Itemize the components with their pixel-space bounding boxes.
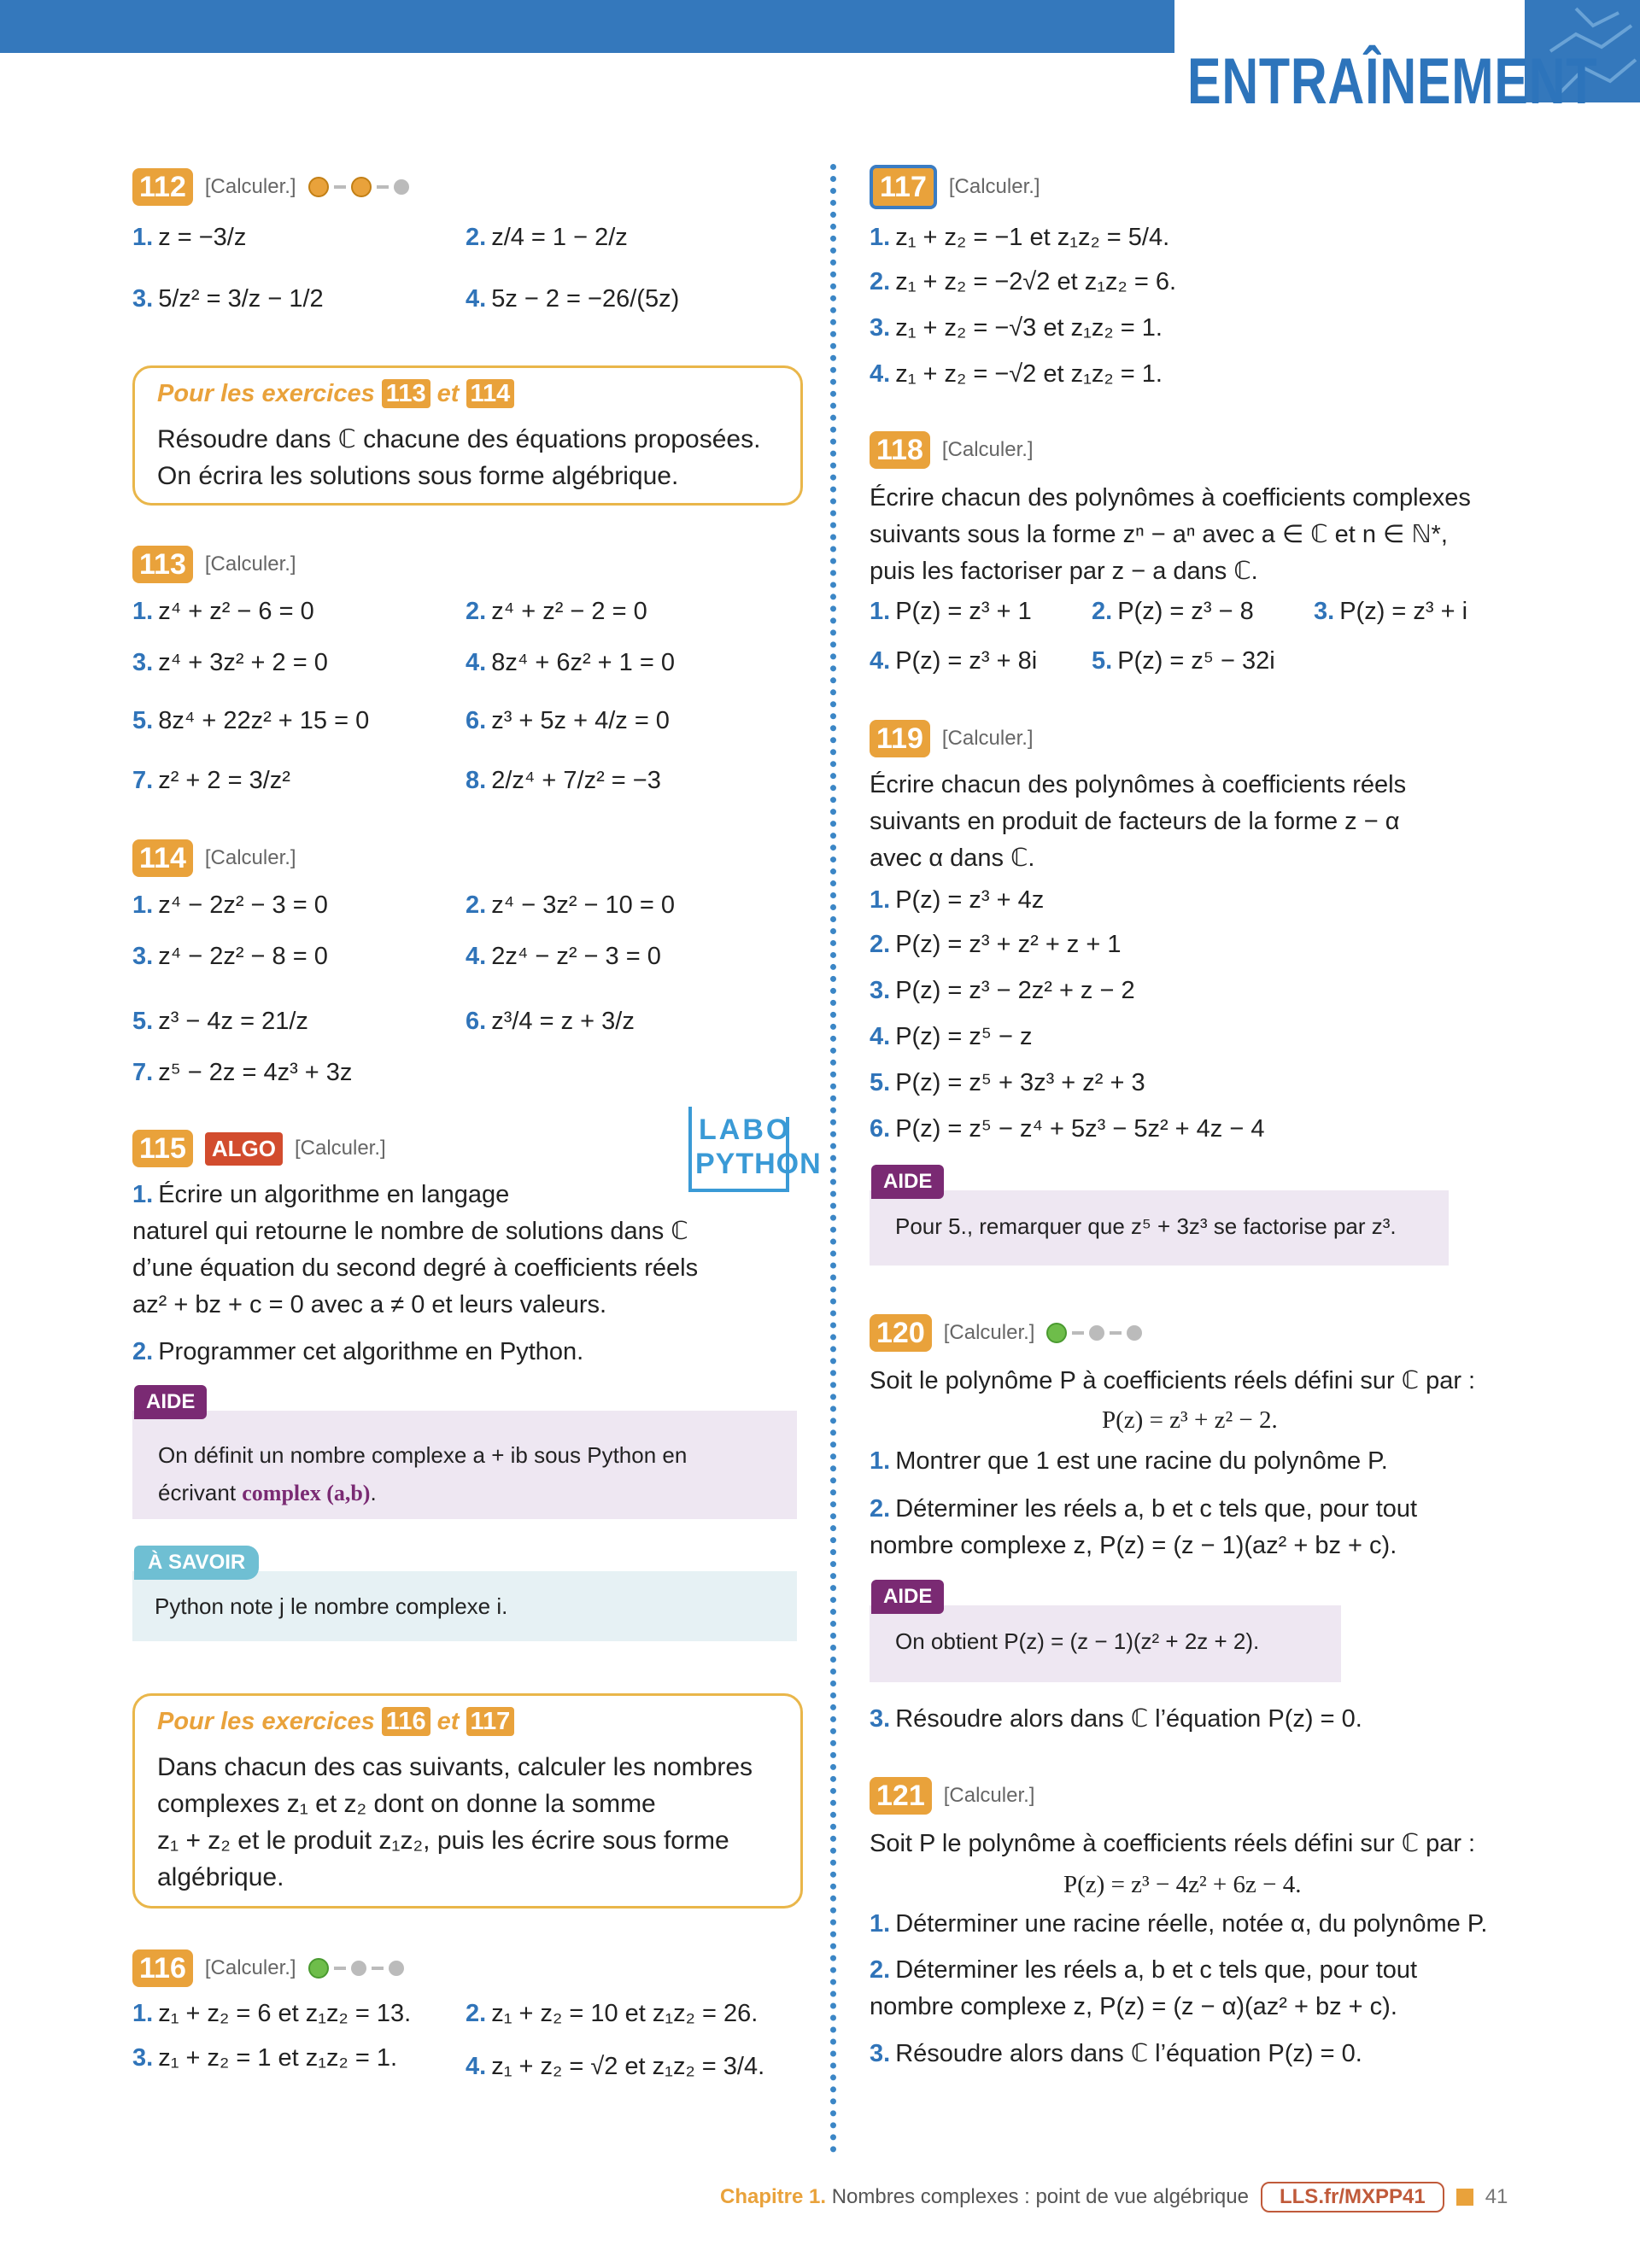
item: 2. z⁴ + z² − 2 = 0 — [466, 598, 647, 625]
item: 2. z/4 = 1 − 2/z — [466, 224, 628, 251]
exercise-number: 121 — [870, 1777, 932, 1815]
exercise-text: Soit le polynôme P à coefficients réels défini sur ℂ par : — [870, 1367, 1476, 1394]
aide-label: AIDE — [871, 1165, 944, 1199]
exercise-text: Écrire chacun des polynômes à coefficients complexes suivants sous la forme zⁿ − aⁿ avec a ∈ ℂ et n ∈ ℕ*, puis les factoriser par z − a dans ℂ. — [870, 484, 1471, 585]
instruction-box-116-117 — [132, 1693, 803, 1909]
item: 3. z₁ + z₂ = −√3 et z₁z₂ = 1. — [870, 314, 1163, 342]
aide-box — [870, 1170, 1449, 1266]
exercise-121 — [870, 1776, 1034, 1815]
box-body: Dans chacun des cas suivants, calculer les nombres complexes z₁ et z₂ dont on donne la somme z₁ + z₂ et le produit z₁z₂, puis les écrire sous forme algébrique. — [157, 1753, 753, 1891]
item: 1. z⁴ − 2z² − 3 = 0 — [132, 891, 328, 919]
difficulty-indicator — [308, 1958, 404, 1979]
footer-square-icon — [1456, 2189, 1473, 2206]
aide-text: Pour 5., remarquer que z⁵ + 3z³ se factorise par z³. — [895, 1213, 1397, 1239]
exercise-117 — [870, 167, 1040, 207]
exercise-tag: [Calculer.] — [204, 175, 296, 198]
item: 3. P(z) = z³ − 2z² + z − 2 — [870, 977, 1135, 1004]
item: 8. 2/z⁴ + 7/z² = −3 — [466, 767, 661, 794]
exercise-112 — [132, 167, 409, 207]
exercise-tag: [Calculer.] — [204, 846, 296, 869]
item: 1. P(z) = z³ + 4z — [870, 886, 1045, 914]
box-body: Résoudre dans ℂ chacune des équations proposées. On écrira les solutions sous forme algébrique. — [157, 425, 761, 490]
page-footer — [720, 2182, 1508, 2212]
savoir-text: Python note j le nombre complexe i. — [155, 1593, 508, 1619]
difficulty-indicator — [308, 177, 409, 197]
item: 7. z² + 2 = 3/z² — [132, 767, 290, 794]
exercise-number: 118 — [870, 431, 930, 469]
item: 5. P(z) = z⁵ − 32i — [1092, 647, 1275, 675]
exercise-tag: [Calculer.] — [204, 552, 296, 576]
exercise-number: 117 — [870, 165, 937, 209]
labo-python-badge: LABO PYTHON — [683, 1102, 794, 1195]
exercise-114 — [132, 839, 296, 878]
item: 1. z₁ + z₂ = 6 et z₁z₂ = 13. — [132, 2000, 412, 2027]
exercise-number: 116 — [132, 1949, 193, 1987]
resource-link[interactable]: LLS.fr/MXPP41 — [1261, 2182, 1444, 2212]
item: 1. z₁ + z₂ = −1 et z₁z₂ = 5/4. — [870, 224, 1170, 251]
item: 2. P(z) = z³ + z² + z + 1 — [870, 931, 1122, 958]
exercise-tag: [Calculer.] — [204, 1956, 296, 1979]
algo-badge: ALGO — [205, 1132, 283, 1166]
savoir-box — [132, 1551, 797, 1641]
exercise-text: 1. Écrire un algorithme en langage naturel qui retourne le nombre de solutions dans ℂ d’une équation du second degré à coefficients réels az² + bz + c = 0 avec a ≠ 0 et leurs valeurs. — [132, 1181, 699, 1318]
item: 4. P(z) = z³ + 8i — [870, 647, 1038, 675]
item: 6. z³ + 5z + 4/z = 0 — [466, 707, 670, 734]
aide-box — [132, 1390, 797, 1519]
item: 6. P(z) = z⁵ − z⁴ + 5z³ − 5z² + 4z − 4 — [870, 1115, 1265, 1143]
item: 5. z³ − 4z = 21/z — [132, 1008, 308, 1035]
item: 6. z³/4 = z + 3/z — [466, 1008, 635, 1035]
exercise-number: 120 — [870, 1314, 932, 1352]
aide-label: AIDE — [871, 1580, 944, 1614]
exercise-116 — [132, 1949, 404, 1988]
item: 4. P(z) = z⁵ − z — [870, 1023, 1033, 1050]
item: 3. P(z) = z³ + i — [1314, 598, 1468, 625]
box-title: Pour les exercices 116 et 117 — [157, 1708, 514, 1736]
exercise-number: 115 — [132, 1130, 193, 1167]
exercise-120 — [870, 1313, 1142, 1353]
item: 7. z⁵ − 2z = 4z³ + 3z — [132, 1059, 353, 1086]
item: 4. z₁ + z₂ = −√2 et z₁z₂ = 1. — [870, 360, 1163, 388]
savoir-label: À SAVOIR — [134, 1546, 259, 1580]
item: 4. 5z − 2 = −26/(5z) — [466, 285, 680, 313]
aide-text: On définit un nombre complexe a + ib sous Python en écrivant complex (a,b). — [158, 1442, 688, 1505]
exercise-113 — [132, 545, 296, 584]
item: 5. 8z⁴ + 22z² + 15 = 0 — [132, 707, 370, 734]
exercise-tag: [Calculer.] — [294, 1137, 386, 1160]
aide-label: AIDE — [134, 1385, 207, 1419]
aide-box — [870, 1585, 1341, 1682]
aide-text: On obtient P(z) = (z − 1)(z² + 2z + 2). — [895, 1628, 1260, 1654]
item: 1. z⁴ + z² − 6 = 0 — [132, 598, 314, 625]
exercise-text: 3. Résoudre alors dans ℂ l’équation P(z) = 0. — [870, 2040, 1362, 2067]
item: 1. P(z) = z³ + 1 — [870, 598, 1032, 625]
item: 3. z⁴ + 3z² + 2 = 0 — [132, 649, 328, 676]
exercise-115 — [132, 1129, 386, 1168]
exercise-number: 113 — [132, 546, 193, 583]
exercise-tag: [Calculer.] — [943, 1784, 1035, 1807]
exercise-number: 114 — [132, 839, 193, 877]
item: 1. z = −3/z — [132, 224, 247, 251]
item: 2. z₁ + z₂ = 10 et z₁z₂ = 26. — [466, 2000, 758, 2027]
exercise-number: 119 — [870, 720, 930, 757]
exercise-number: 112 — [132, 168, 193, 206]
item: 2. z₁ + z₂ = −2√2 et z₁z₂ = 6. — [870, 268, 1177, 295]
page-number: 41 — [1485, 2185, 1508, 2208]
item: 3. z⁴ − 2z² − 8 = 0 — [132, 943, 328, 970]
column-divider — [830, 164, 836, 2154]
exercise-tag: [Calculer.] — [941, 438, 1034, 461]
exercise-tag: [Calculer.] — [941, 727, 1034, 750]
item: 3. 5/z² = 3/z − 1/2 — [132, 285, 324, 313]
exercise-text: 2. Déterminer les réels a, b et c tels que, pour tout nombre complexe z, P(z) = (z − α)(az² + bz + c). — [870, 1956, 1418, 2020]
section-title: ENTRAÎNEMENT — [1187, 45, 1598, 118]
exercise-text: Écrire chacun des polynômes à coefficients réels suivants en produit de facteurs de la forme z − α avec α dans ℂ. — [870, 771, 1407, 872]
item: 3. z₁ + z₂ = 1 et z₁z₂ = 1. — [132, 2044, 398, 2072]
exercise-text: 1. Montrer que 1 est une racine du polynôme P. — [870, 1447, 1388, 1475]
footer-chapter: Chapitre 1. Nombres complexes : point de vue algébrique — [720, 2185, 1249, 2208]
exercise-118 — [870, 430, 1034, 470]
item: 2. P(z) = z³ − 8 — [1092, 598, 1254, 625]
box-title: Pour les exercices 113 et 114 — [157, 380, 514, 408]
exercise-text: 2. Programmer cet algorithme en Python. — [132, 1338, 584, 1365]
exercise-text: 3. Résoudre alors dans ℂ l’équation P(z) = 0. — [870, 1705, 1362, 1733]
item: 4. 8z⁴ + 6z² + 1 = 0 — [466, 649, 675, 676]
header-bar — [0, 0, 1174, 53]
exercise-text: 2. Déterminer les réels a, b et c tels que, pour tout nombre complexe z, P(z) = (z − 1)(az² + bz + c). — [870, 1495, 1418, 1559]
exercise-119 — [870, 719, 1034, 758]
exercise-tag: [Calculer.] — [948, 175, 1040, 198]
item: 2. z⁴ − 3z² − 10 = 0 — [466, 891, 675, 919]
exercise-tag: [Calculer.] — [943, 1321, 1035, 1344]
exercise-text: Soit P le polynôme à coefficients réels défini sur ℂ par : — [870, 1830, 1476, 1857]
item: 4. 2z⁴ − z² − 3 = 0 — [466, 943, 661, 970]
item: 5. P(z) = z⁵ + 3z³ + z² + 3 — [870, 1069, 1145, 1096]
difficulty-indicator — [1046, 1323, 1142, 1343]
instruction-box-113-114 — [132, 365, 803, 506]
equation: P(z) = z³ − 4z² + 6z − 4. — [1063, 1871, 1302, 1898]
exercise-text: 1. Déterminer une racine réelle, notée α, du polynôme P. — [870, 1910, 1488, 1938]
item: 4. z₁ + z₂ = √2 et z₁z₂ = 3/4. — [466, 2053, 765, 2080]
equation: P(z) = z³ + z² − 2. — [1102, 1406, 1278, 1434]
